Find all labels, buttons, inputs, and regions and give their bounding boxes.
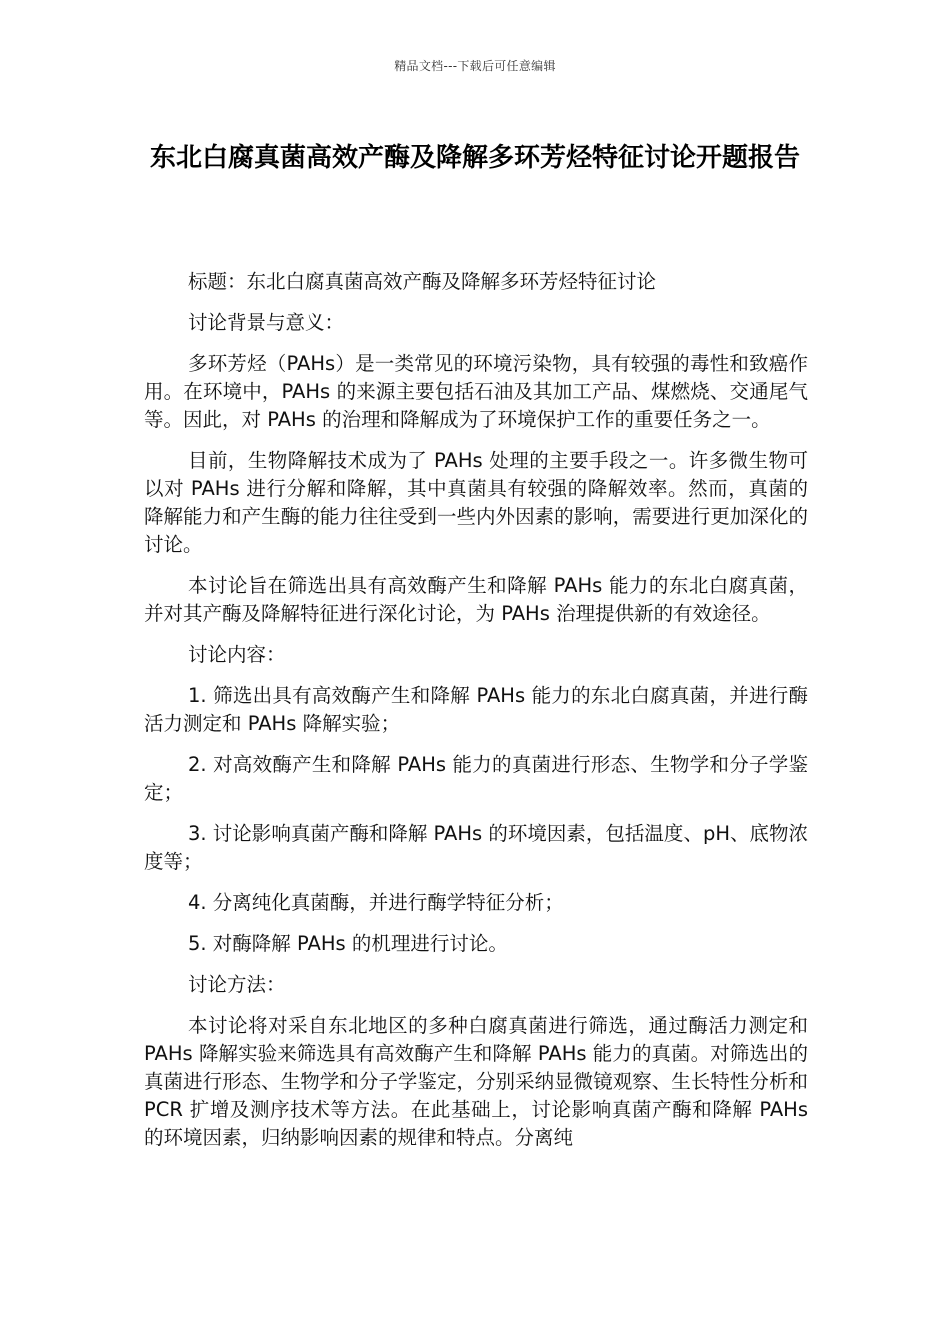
paragraph: 本讨论将对采自东北地区的多种白腐真菌进行筛选，通过酶活力测定和 PAHs 降解实验来筛选具有高效酶产生和降解 PAHs 能力的真菌。对筛选出的真菌进行形态、生物学和分子学鉴定，分别采纳显微镜观察、生长特性分析和 PCR 扩增及测序技术等方法。在此基础上，讨论影响真菌产酶和降解 PAHs 的环境因素，归纳影响因素的规律和特点。分离纯 [144,1014,808,1149]
list-item: 2. 对高效酶产生和降解 PAHs 能力的真菌进行形态、生物学和分子学鉴定； [144,753,808,804]
list-item: 1. 筛选出具有高效酶产生和降解 PAHs 能力的东北白腐真菌，并进行酶活力测定和 PAHs 降解实验； [144,684,808,735]
list-item: 3. 讨论影响真菌产酶和降解 PAHs 的环境因素，包括温度、pH、底物浓度等； [144,822,808,873]
paragraph: 目前，生物降解技术成为了 PAHs 处理的主要手段之一。许多微生物可以对 PAHs 进行分解和降解，其中真菌具有较强的降解效率。然而，真菌的降解能力和产生酶的能力往往受到一些内外因素的影响，需要进行更加深化的讨论。 [144,449,808,556]
section-heading-methods: 讨论方法： [188,973,286,996]
paragraph: 本讨论旨在筛选出具有高效酶产生和降解 PAHs 能力的东北白腐真菌，并对其产酶及降解特征进行深化讨论，为 PAHs 治理提供新的有效途径。 [144,574,808,625]
section-heading-content: 讨论内容： [188,643,286,666]
paragraph: 多环芳烃（PAHs）是一类常见的环境污染物，具有较强的毒性和致癌作用。在环境中，PAHs 的来源主要包括石油及其加工产品、煤燃烧、交通尾气等。因此，对 PAHs 的治理和降解成为了环境保护工作的重要任务之一。 [144,352,808,431]
document-body [144,268,808,1165]
paragraph-topic: 标题：东北白腐真菌高效产酶及降解多环芳烃特征讨论 [188,270,657,293]
list-item: 4. 分离纯化真菌酶，并进行酶学特征分析； [188,891,564,914]
document-title: 东北白腐真菌高效产酶及降解多环芳烃特征讨论开题报告 [149,143,800,173]
section-heading-background: 讨论背景与意义： [188,311,345,334]
list-item: 5. 对酶降解 PAHs 的机理进行讨论。 [188,932,508,955]
page-header: 精品文档---下载后可任意编辑 [394,59,556,73]
